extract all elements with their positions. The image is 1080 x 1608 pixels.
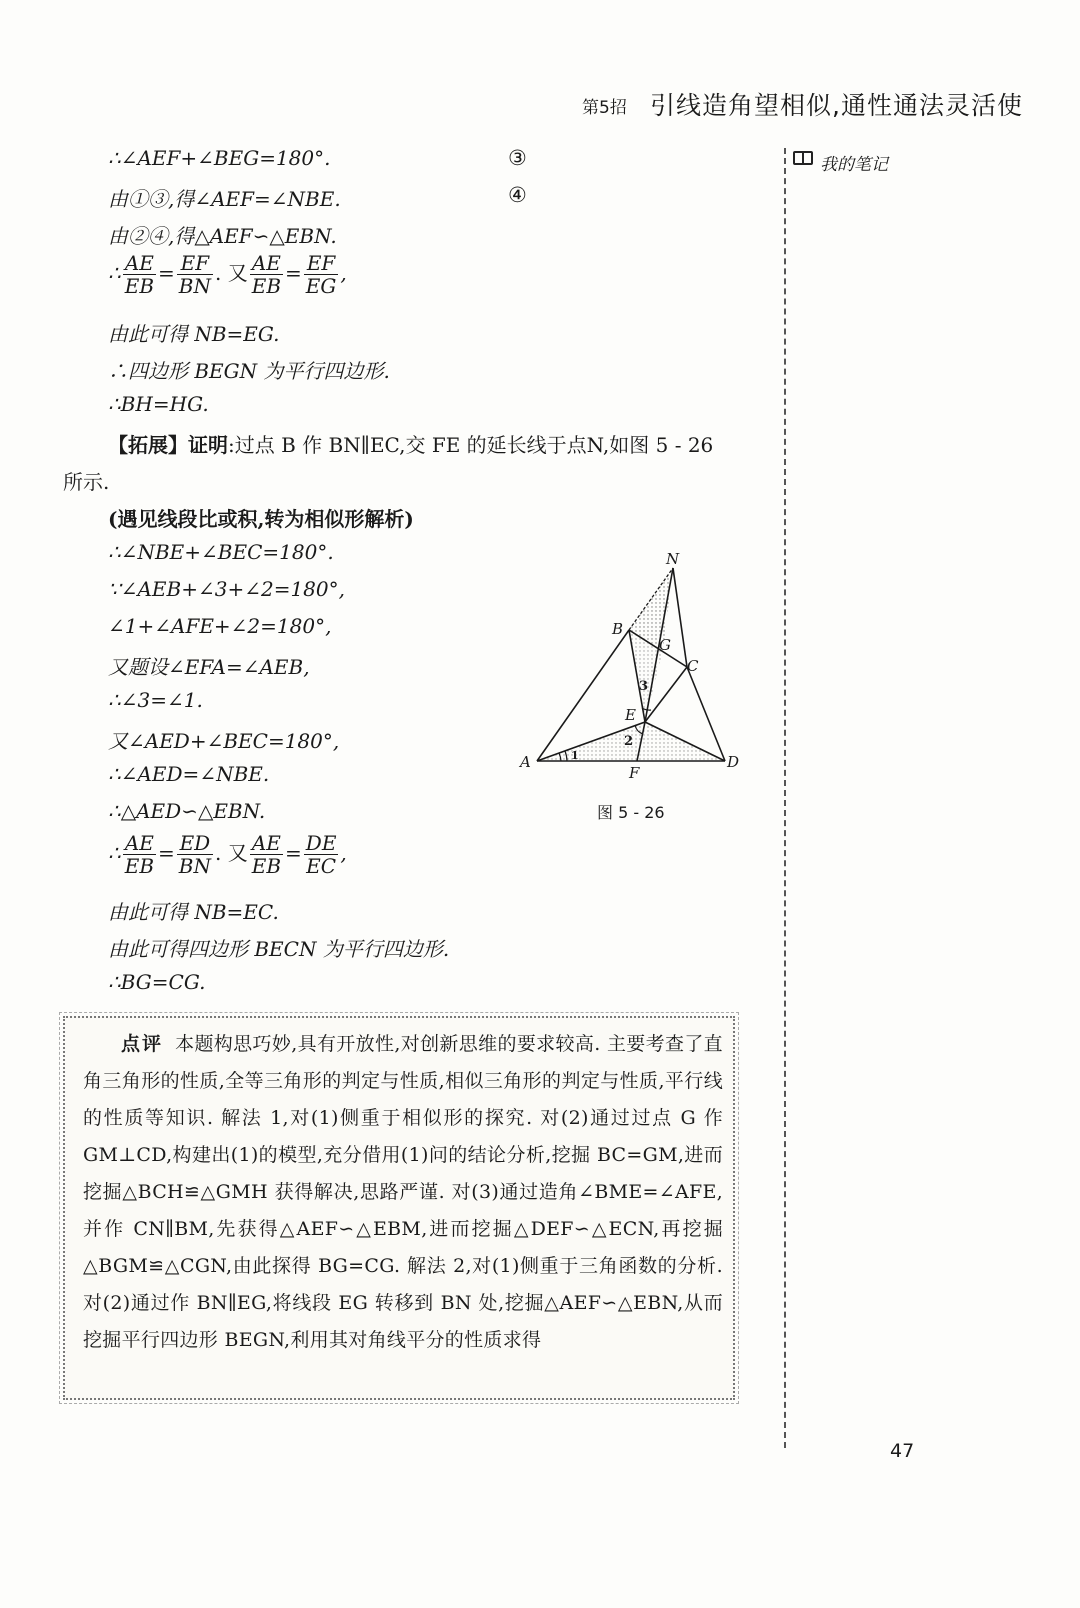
equation-number-4: ④ xyxy=(508,183,527,207)
ext-line-5: ∴∠3=∠1. xyxy=(108,688,203,712)
point-label-g: G xyxy=(659,636,671,654)
angle-label-3: 3 xyxy=(639,679,649,694)
therefore-symbol: ∴ xyxy=(108,261,121,285)
book-icon xyxy=(793,151,813,165)
ext-line-2: ∵∠AEB+∠3+∠2=180°, xyxy=(108,577,345,601)
proof-line-2: 由①③,得∠AEF=∠NBE. xyxy=(108,187,341,211)
point-label-b: B xyxy=(612,620,624,638)
ext-line-3: ∠1+∠AFE+∠2=180°, xyxy=(108,614,332,638)
notes-divider xyxy=(784,148,786,1448)
ext-line-4: 又题设∠EFA=∠AEB, xyxy=(108,655,310,679)
proof-fraction-line: ∴ $\frac{AE}{EB}$ = $\frac{EF}{BN}$ . 又 $\frac{AE}{EB}$ = $\frac{EF}{EG}$ , xyxy=(108,251,347,298)
ext-line-after-3: ∴BG=CG. xyxy=(108,970,206,994)
ext-line-6: 又∠AED+∠BEC=180°, xyxy=(108,729,340,753)
notes-label: 我的笔记 xyxy=(820,155,888,175)
extension-label: 【拓展】 xyxy=(108,433,188,457)
fraction-ed-bn: $\frac{ED}{BN}$ xyxy=(178,831,211,878)
point-label-a: A xyxy=(520,753,531,771)
fraction-ef-eg: $\frac{EF}{EG}$ xyxy=(305,251,337,298)
chapter-label: 第5招 xyxy=(582,98,627,118)
point-label-n: N xyxy=(666,550,680,568)
ext-line-after-1: 由此可得 NB=EC. xyxy=(108,900,279,924)
chapter-title: 引线造角望相似,通性通法灵活使 xyxy=(650,91,1023,120)
segment-cn xyxy=(673,568,687,667)
review-title: 点评 xyxy=(121,1033,164,1055)
point-label-c: C xyxy=(687,657,699,675)
angle-label-1: 1 xyxy=(571,749,579,762)
review-box xyxy=(63,1016,735,1400)
figure-caption: 图 5 - 26 xyxy=(597,803,665,822)
extension-intro xyxy=(108,429,713,458)
proof-line-5: 由此可得 NB=EG. xyxy=(108,322,280,346)
ext-line-8: ∴△AED∽△EBN. xyxy=(108,799,266,823)
geometry-figure xyxy=(515,550,755,790)
extension-text-cont: 所示. xyxy=(63,470,110,494)
ext-line-7: ∴∠AED=∠NBE. xyxy=(108,762,270,786)
proof-word: 证明 xyxy=(188,433,228,457)
point-label-d: D xyxy=(727,753,740,771)
fraction-ae-eb-3: $\frac{AE}{EB}$ xyxy=(124,831,155,878)
fraction-ae-eb-4: $\frac{AE}{EB}$ xyxy=(251,831,282,878)
fraction-de-ec: $\frac{DE}{EC}$ xyxy=(305,831,337,878)
point-label-f: F xyxy=(629,764,640,782)
fraction-ae-eb-2: $\frac{AE}{EB}$ xyxy=(251,251,282,298)
fraction-ef-bn: $\frac{EF}{BN}$ xyxy=(178,251,211,298)
angle-label-2: 2 xyxy=(624,734,634,749)
proof-line-3: 由②④,得△AEF∽△EBN. xyxy=(108,224,337,248)
page-number: 47 xyxy=(890,1440,915,1462)
proof-line-7: ∴BH=HG. xyxy=(108,392,209,416)
review-text: 本题构思巧妙,具有开放性,对创新思维的要求较高. 主要考查了直角三角形的性质,全等三角形的判定与性质,相似三角形的判定与性质,平行线的性质等知识. 解法 1,对(1)侧重于相似形的探究. 对(2)通过过点 G 作 GM⊥CD,构建出(1)的模型,充分借用(1)问的结论分析,挖掘 BC=GM,进而挖掘△BCH≌△GMH 获得解决,思路严谨. 对(3)通过造角∠BME=∠AFE,并作 CN∥BM,先获得△AEF∽△EBM,进而挖掘△DEF∽△ECN,再挖掘△BGM≌△CGN,由此探得 BG=CG. 解法 2,对(1)侧重于三角函数的分析. 对(2)通过作 BN∥EG,将线段 EG 转移到 BN 处,挖掘△AEF∽△EBN,从而挖掘平行四边形 BEGN,利用其对角线平分的性质求得 xyxy=(83,1033,723,1351)
fraction-ae-eb: $\frac{AE}{EB}$ xyxy=(124,251,155,298)
proof-line-6: ∴四边形 BEGN 为平行四边形. xyxy=(108,359,390,383)
ext-fraction-line: ∴ $\frac{AE}{EB}$ = $\frac{ED}{BN}$ . 又 $\frac{AE}{EB}$ = $\frac{DE}{EC}$ , xyxy=(108,831,347,878)
extension-text: :过点 B 作 BN∥EC,交 FE 的延长线于点N,如图 5 - 26 xyxy=(228,433,714,457)
equation-number-3: ③ xyxy=(508,146,527,170)
extension-hint: (遇见线段比或积,转为相似形解析) xyxy=(108,507,414,531)
review-paragraph xyxy=(83,1026,723,1359)
proof-line-1: ∴∠AEF+∠BEG=180°. xyxy=(108,146,331,170)
ext-line-after-2: 由此可得四边形 BECN 为平行四边形. xyxy=(108,937,450,961)
ext-line-1: ∴∠NBE+∠BEC=180°. xyxy=(108,540,334,564)
point-label-e: E xyxy=(625,706,636,724)
